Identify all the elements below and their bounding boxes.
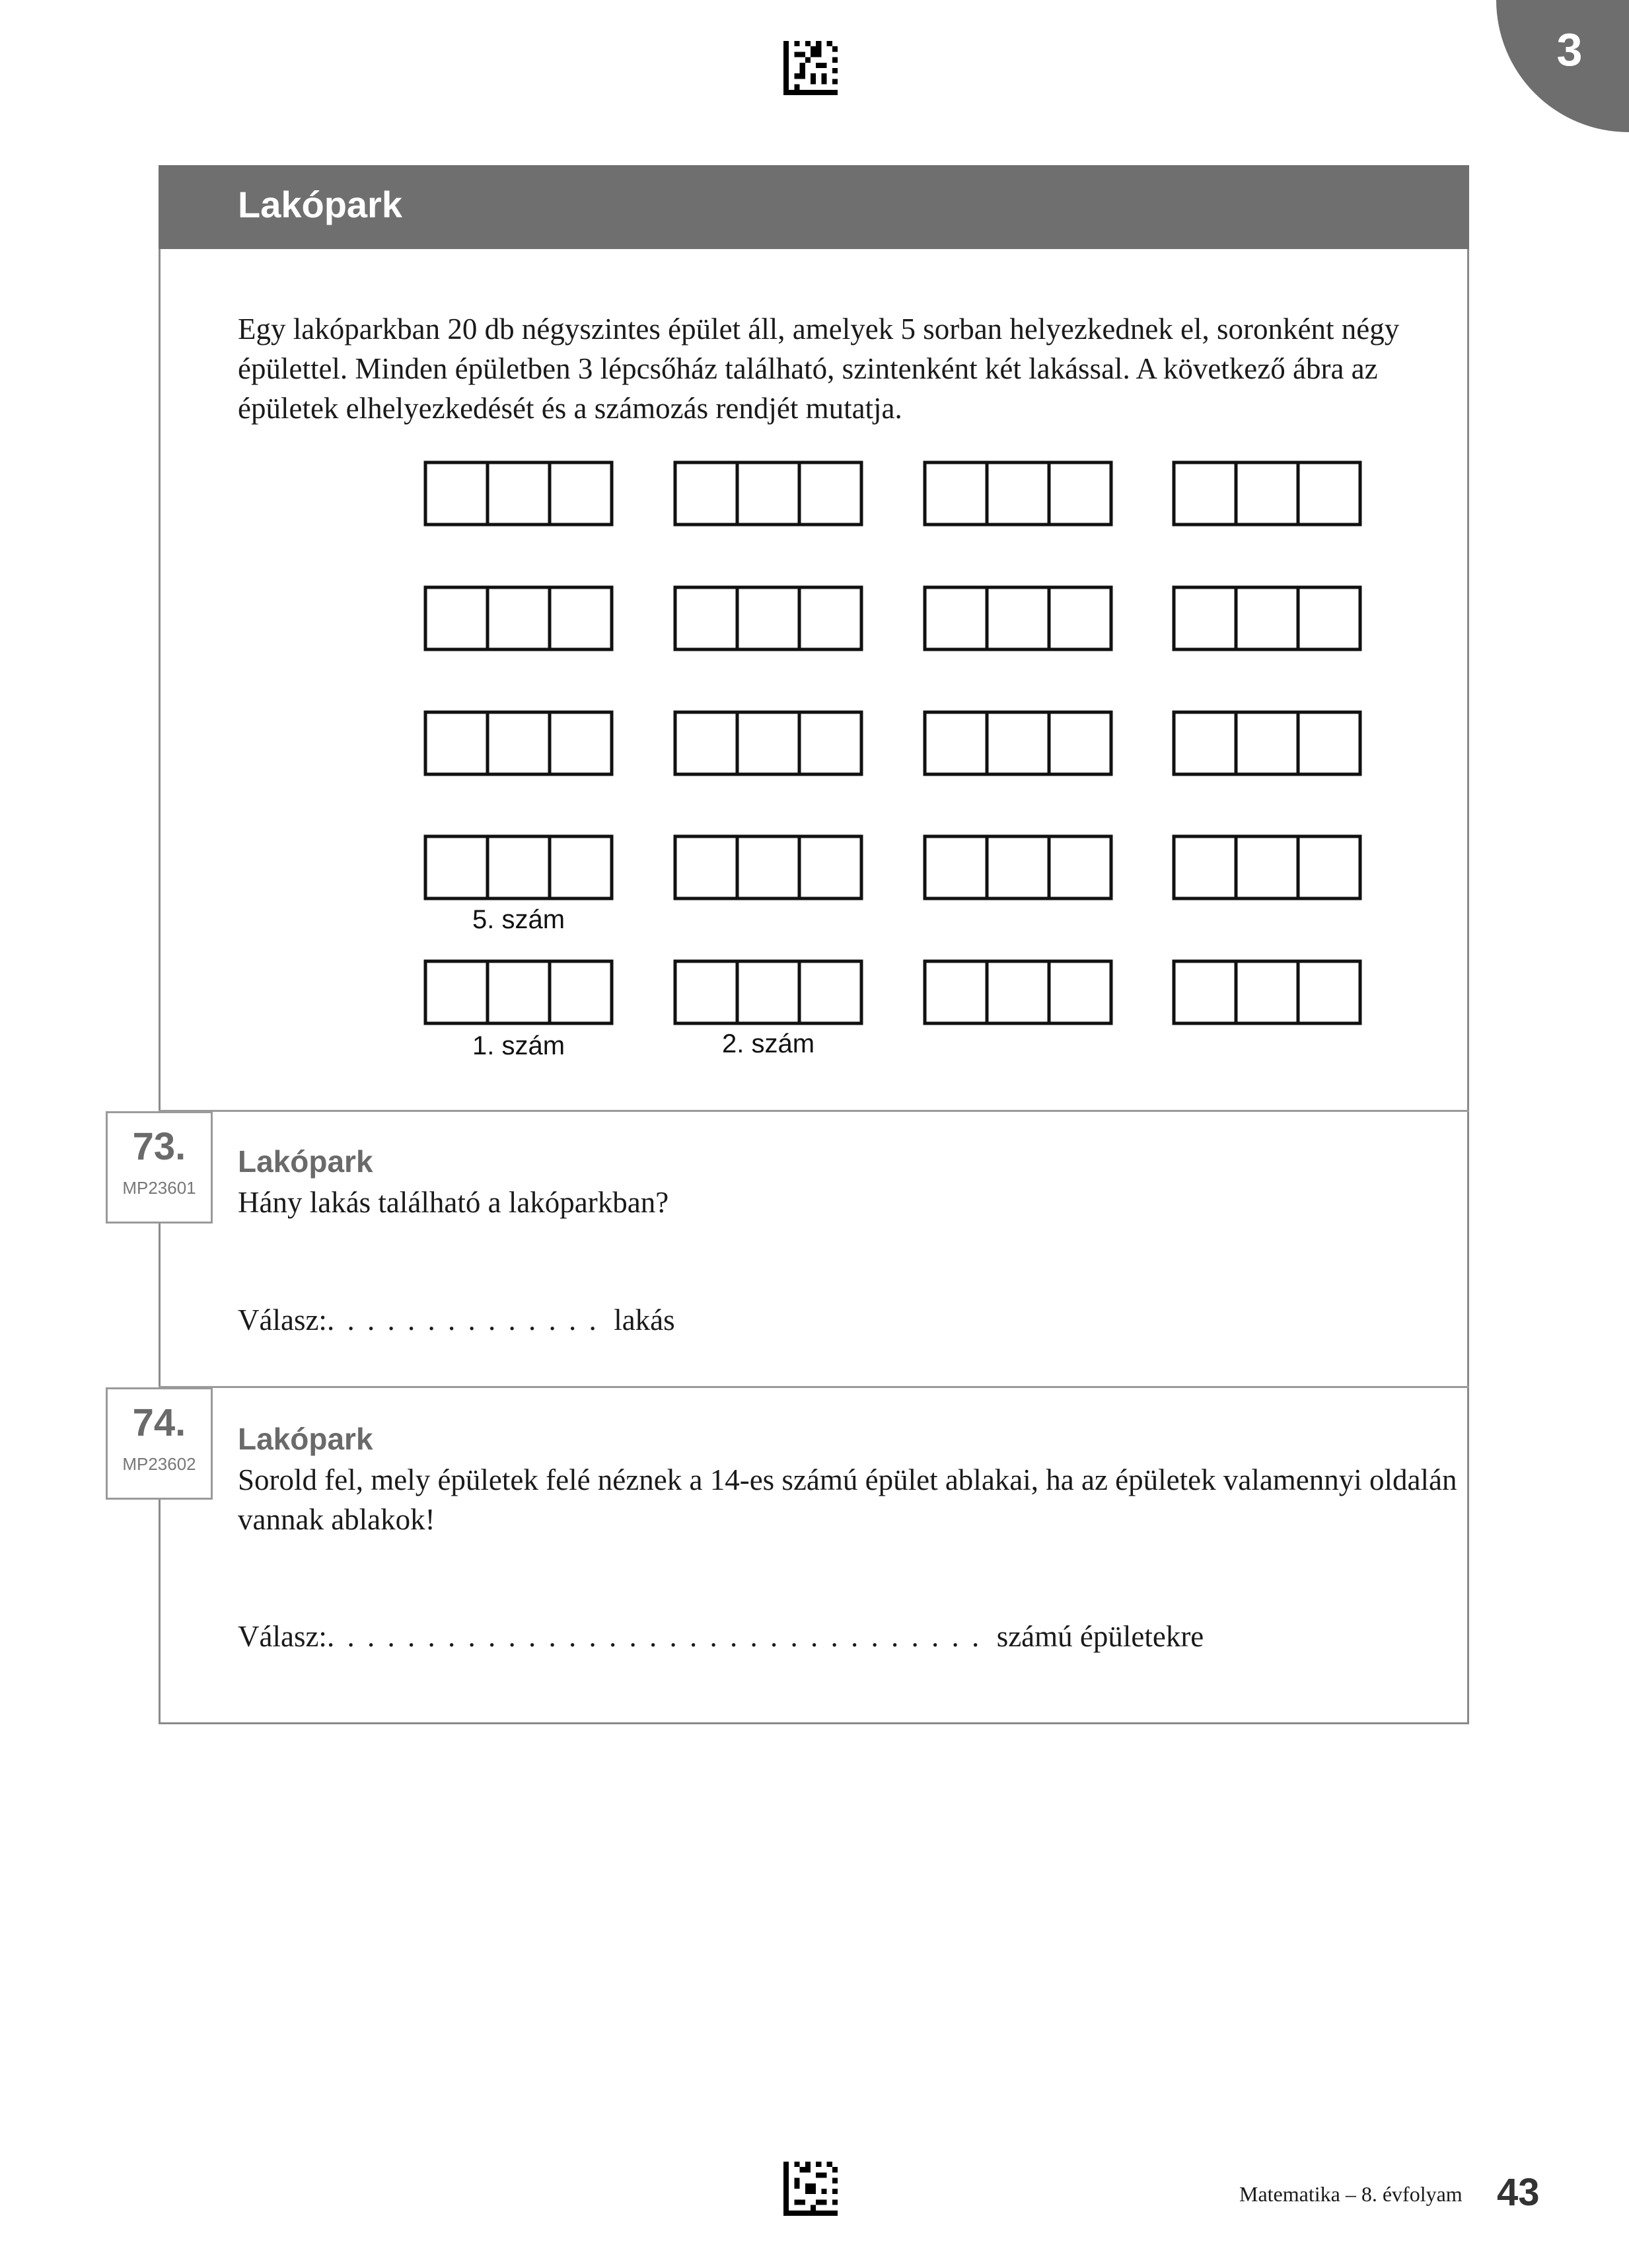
question-number: 74. [132, 1401, 186, 1444]
building [425, 961, 612, 1023]
building [1174, 587, 1360, 649]
stairwell-cell [1174, 587, 1236, 649]
building-number-label: 1. szám [472, 1031, 565, 1060]
stairwell-cell [550, 836, 612, 898]
stairwell-cell [1236, 462, 1298, 525]
stairwell-cell [799, 712, 861, 774]
building [1174, 462, 1360, 525]
question-text: Hány lakás található a lakóparkban? [238, 1186, 669, 1219]
stairwell-cell [550, 462, 612, 525]
stairwell-cell [425, 961, 488, 1023]
building [1174, 961, 1360, 1023]
stairwell-cell [488, 836, 550, 898]
stairwell-cell [1049, 462, 1111, 525]
stairwell-cell [925, 961, 987, 1023]
stairwell-cell [1298, 836, 1360, 898]
stairwell-cell [425, 712, 488, 774]
stairwell-cell [987, 587, 1049, 649]
stairwell-cell [1236, 961, 1298, 1023]
stairwell-cell [488, 961, 550, 1023]
question-number-box [106, 1387, 213, 1500]
stairwell-cell [987, 462, 1049, 525]
building [1174, 712, 1360, 774]
stairwell-cell [550, 587, 612, 649]
answer-blank[interactable]: . . . . . . . . . . . . . . [326, 1303, 599, 1336]
answer-blank[interactable]: . . . . . . . . . . . . . . . . . . . . . . . . . . . . . . . . . [326, 1620, 982, 1653]
stairwell-cell [488, 712, 550, 774]
stairwell-cell [488, 587, 550, 649]
question-divider [159, 1110, 1469, 1112]
building [675, 462, 861, 525]
answer-line[interactable] [238, 1617, 1204, 1656]
stairwell-cell [1298, 587, 1360, 649]
answer-prefix: Válasz: [238, 1620, 327, 1653]
question-number-box [106, 1111, 213, 1224]
stairwell-cell [987, 961, 1049, 1023]
stairwell-cell [925, 462, 987, 525]
building [925, 462, 1111, 525]
question-code: MP23602 [122, 1454, 196, 1474]
building [675, 712, 861, 774]
stairwell-cell [1049, 836, 1111, 898]
stairwell-cell [799, 587, 861, 649]
stairwell-cell [987, 836, 1049, 898]
stairwell-cell [675, 836, 737, 898]
building [425, 712, 612, 774]
stairwell-cell [550, 961, 612, 1023]
question-text: Sorold fel, mely épületek felé néznek a 14-es számú épület ablakai, ha az épületek valamennyi oldalán vannak ablakok! [238, 1463, 1457, 1536]
stairwell-cell [799, 462, 861, 525]
stairwell-cell [425, 462, 488, 525]
question-divider [159, 1386, 1469, 1388]
building [1174, 836, 1360, 898]
stairwell-cell [1298, 462, 1360, 525]
answer-unit: lakás [614, 1303, 675, 1336]
stairwell-cell [675, 462, 737, 525]
stairwell-cell [1174, 462, 1236, 525]
bottom-barcode-icon [783, 2162, 838, 2216]
stairwell-cell [1298, 712, 1360, 774]
stairwell-cell [1236, 587, 1298, 649]
building [675, 961, 861, 1023]
stairwell-cell [925, 836, 987, 898]
building-layout-figure [0, 0, 1629, 1123]
stairwell-cell [737, 836, 799, 898]
chapter-number: 3 [1556, 24, 1583, 75]
stairwell-cell [550, 712, 612, 774]
building [925, 712, 1111, 774]
stairwell-cell [1298, 961, 1360, 1023]
intro-paragraph: Egy lakóparkban 20 db négyszintes épület áll, amelyek 5 sorban helyezkednek el, soronként négy épülettel. Minden épületben 3 lépcsőház található, szintenként két lakással. A következő ábra az épületek elhelyezkedését és a számozás rendjét mutatja. [238, 312, 1400, 425]
answer-line[interactable] [238, 1300, 675, 1340]
building [925, 836, 1111, 898]
building [425, 462, 612, 525]
stairwell-cell [925, 712, 987, 774]
building [925, 587, 1111, 649]
stairwell-cell [737, 712, 799, 774]
stairwell-cell [737, 961, 799, 1023]
stairwell-cell [488, 462, 550, 525]
building-number-label: 5. szám [472, 905, 565, 934]
stairwell-cell [737, 462, 799, 525]
stairwell-cell [1049, 961, 1111, 1023]
stairwell-cell [1174, 961, 1236, 1023]
question-number: 73. [132, 1125, 186, 1168]
stairwell-cell [675, 587, 737, 649]
building [925, 961, 1111, 1023]
building-number-label: 2. szám [721, 1029, 815, 1058]
page-number: 43 [1497, 2171, 1540, 2214]
stairwell-cell [1049, 587, 1111, 649]
stairwell-cell [1236, 712, 1298, 774]
stairwell-cell [425, 836, 488, 898]
stairwell-cell [987, 712, 1049, 774]
answer-prefix: Válasz: [238, 1303, 327, 1336]
stairwell-cell [425, 587, 488, 649]
stairwell-cell [1049, 712, 1111, 774]
building [675, 587, 861, 649]
stairwell-cell [675, 961, 737, 1023]
stairwell-cell [925, 587, 987, 649]
stairwell-cell [799, 836, 861, 898]
building [675, 836, 861, 898]
section-title: Lakópark [238, 184, 402, 225]
answer-unit: számú épületekre [996, 1620, 1204, 1653]
stairwell-cell [1236, 836, 1298, 898]
stairwell-cell [1174, 712, 1236, 774]
question-title: Lakópark [238, 1144, 373, 1179]
building [425, 836, 612, 898]
stairwell-cell [799, 961, 861, 1023]
stairwell-cell [675, 712, 737, 774]
building [425, 587, 612, 649]
question-code: MP23601 [122, 1178, 196, 1198]
question-title: Lakópark [238, 1422, 373, 1456]
stairwell-cell [1174, 836, 1236, 898]
footer-subject: Matematika – 8. évfolyam [1239, 2182, 1463, 2206]
stairwell-cell [737, 587, 799, 649]
